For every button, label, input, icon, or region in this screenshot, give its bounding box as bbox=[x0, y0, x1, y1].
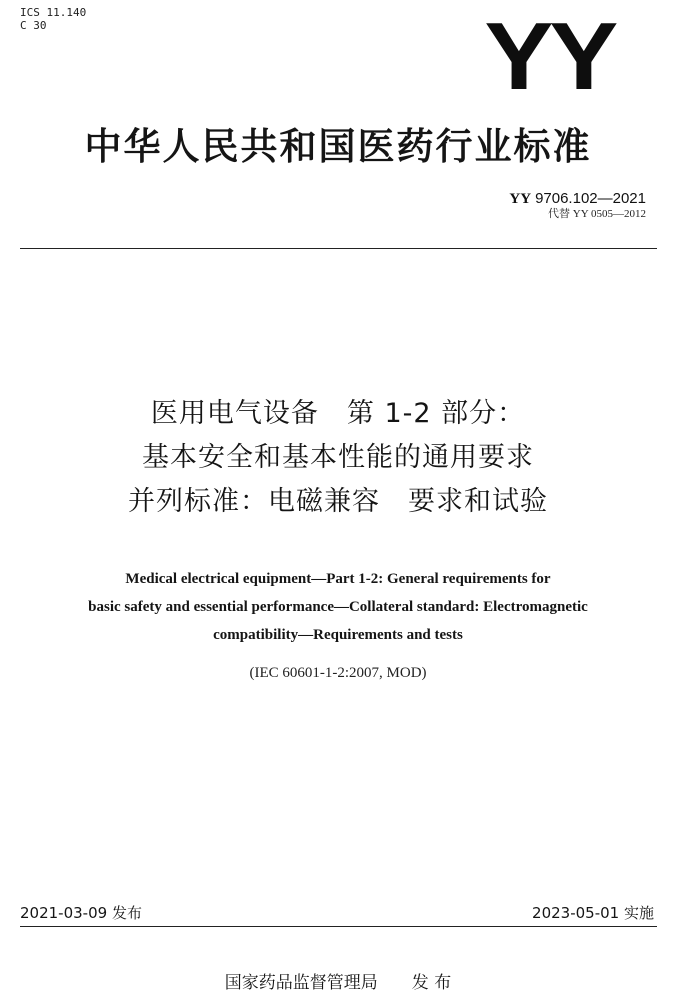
standard-number bbox=[509, 190, 646, 208]
standard-prefix: YY bbox=[509, 191, 532, 207]
issuer-action: 发 布 bbox=[411, 973, 452, 993]
yy-logo: YY bbox=[484, 3, 614, 110]
issuer-name: 国家药品监督管理局 bbox=[224, 973, 378, 993]
organization-title: 中华人民共和国医药行业标准 bbox=[84, 125, 592, 168]
english-title-line-1: Medical electrical equipment—Part 1-2: General requirements for bbox=[125, 571, 551, 587]
effective-date: 2023-05-01 实施 bbox=[532, 904, 654, 922]
bottom-divider bbox=[20, 926, 657, 927]
iec-reference: (IEC 60601-1-2:2007, MOD) bbox=[249, 665, 427, 681]
issuer bbox=[0, 968, 676, 993]
chinese-title bbox=[0, 392, 676, 524]
chinese-title-line-1: 医用电气设备 第 1-2 部分： bbox=[150, 398, 526, 429]
top-divider bbox=[20, 248, 657, 249]
chinese-title-line-3: 并列标准：电磁兼容 要求和试验 bbox=[128, 486, 548, 517]
classification-codes bbox=[20, 6, 86, 32]
ccs-code: C 30 bbox=[20, 19, 47, 32]
ics-code: ICS 11.140 bbox=[20, 6, 87, 19]
standard-code: 9706.102—2021 bbox=[535, 190, 646, 207]
english-title-line-2: basic safety and essential performance—Collateral standard: Electromagnetic bbox=[88, 599, 588, 615]
english-title bbox=[20, 565, 656, 649]
replaces-note: 代替 YY 0505—2012 bbox=[548, 208, 646, 220]
chinese-title-line-2: 基本安全和基本性能的通用要求 bbox=[142, 442, 534, 473]
standard-number-block bbox=[509, 190, 646, 221]
english-title-line-3: compatibility—Requirements and tests bbox=[213, 627, 463, 643]
publish-date: 2021-03-09 发布 bbox=[20, 904, 142, 922]
